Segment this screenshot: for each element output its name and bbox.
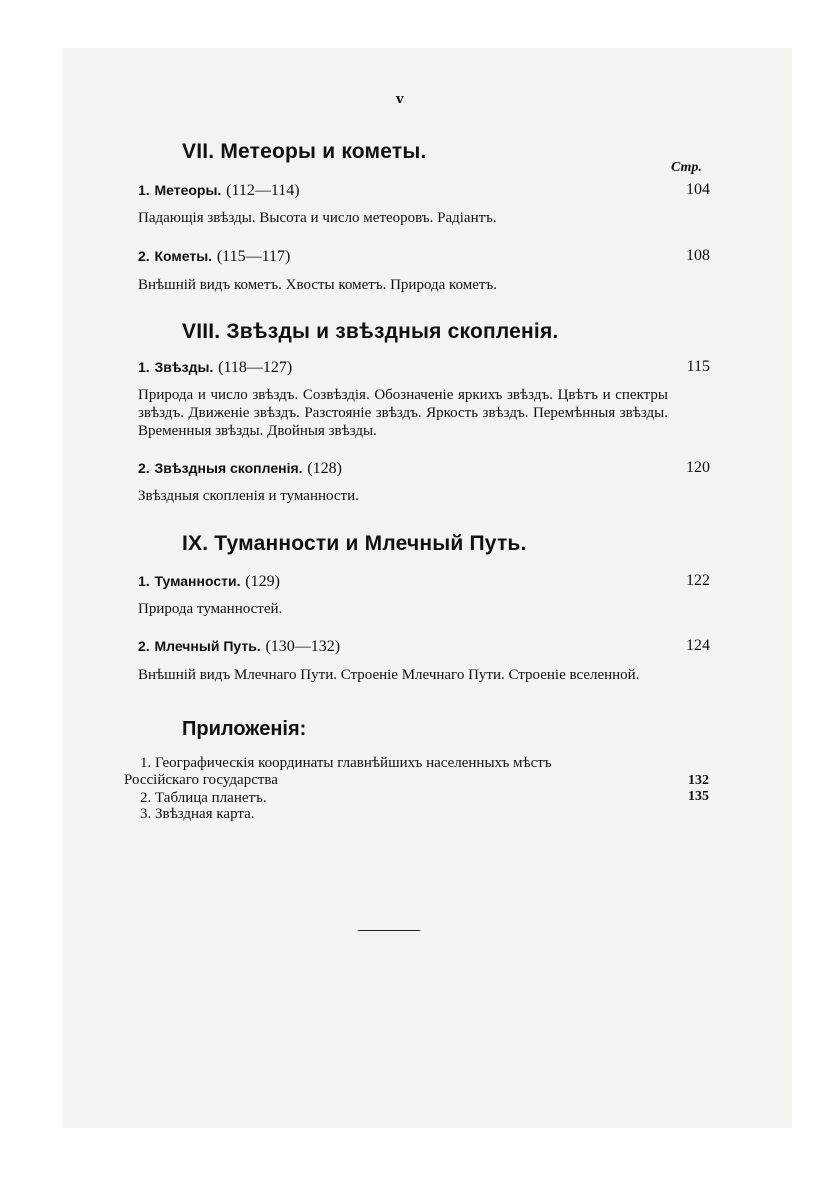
appendix-item-2-page: 135 (688, 789, 709, 804)
section-page: 108 (686, 247, 710, 264)
section-number: 1. (138, 359, 150, 375)
section-heading (138, 358, 710, 377)
section-range: (130—132) (265, 638, 341, 655)
section-range: (118—127) (218, 359, 293, 376)
section-description: Звѣздныя скопленія и туманности. (138, 488, 359, 504)
page-number: v (396, 92, 404, 107)
appendix-item-1-line-1: 1. Географическія координаты главнѣйшихъ населенныхъ мѣстъ (140, 755, 552, 771)
section-page: 104 (686, 181, 710, 198)
chapter-title-ix: IX. Туманности и Млечный Путь. (182, 532, 527, 555)
section-name: Млечный Путь. (154, 638, 261, 654)
section-description: Внѣшній видъ кометъ. Хвосты кометъ. Природа кометъ. (138, 277, 497, 293)
page-column-label: Стр. (671, 160, 702, 175)
section-page: 122 (686, 572, 710, 589)
section-number: 2. (138, 248, 150, 264)
chapter-title-vii: VII. Метеоры и кометы. (182, 140, 427, 163)
section-heading (138, 247, 710, 266)
section-description: Природа и число звѣздъ. Созвѣздія. Обозначеніе яркихъ звѣздъ. Цвѣтъ и спектры звѣздъ. Движеніе звѣздъ. Разстояніе звѣздъ. Яркость звѣздъ. Перемѣнныя звѣзды. Временныя звѣзды. Двойныя звѣзды. (138, 387, 668, 439)
section-heading (138, 637, 710, 656)
section-number: 1. (138, 573, 150, 589)
section-number: 1. (138, 182, 150, 198)
appendix-title: Приложенія: (182, 718, 307, 740)
section-page: 115 (686, 358, 710, 375)
section-heading (138, 459, 710, 478)
appendix-item-2: 2. Таблица планетъ. (140, 790, 267, 806)
appendix-item-1-line-2: Россійскаго государства (124, 772, 278, 788)
closing-rule (358, 930, 420, 931)
section-description: Падающія звѣзды. Высота и число метеоровъ. Радіантъ. (138, 210, 497, 226)
section-range: (128) (307, 460, 342, 477)
section-range: (115—117) (216, 248, 291, 265)
section-number: 2. (138, 460, 150, 476)
appendix-item-3: 3. Звѣздная карта. (140, 806, 255, 822)
section-page: 124 (686, 637, 710, 654)
section-number: 2. (138, 638, 150, 654)
section-name: Звѣзды. (154, 359, 214, 375)
section-name: Метеоры. (154, 182, 222, 198)
appendix-item-1-page: 132 (688, 773, 709, 788)
chapter-title-viii: VIII. Звѣзды и звѣздныя скопленія. (182, 320, 559, 343)
section-name: Звѣздныя скопленія. (154, 460, 303, 476)
section-description: Природа туманностей. (138, 601, 283, 617)
section-heading (138, 181, 710, 200)
section-range: (129) (245, 573, 280, 590)
section-heading (138, 572, 710, 591)
section-name: Туманности. (154, 573, 241, 589)
section-description: Внѣшній видъ Млечнаго Пути. Строеніе Млечнаго Пути. Строеніе вселенной. (138, 667, 640, 683)
section-name: Кометы. (154, 248, 213, 264)
section-range: (112—114) (226, 182, 300, 199)
section-page: 120 (686, 459, 710, 476)
